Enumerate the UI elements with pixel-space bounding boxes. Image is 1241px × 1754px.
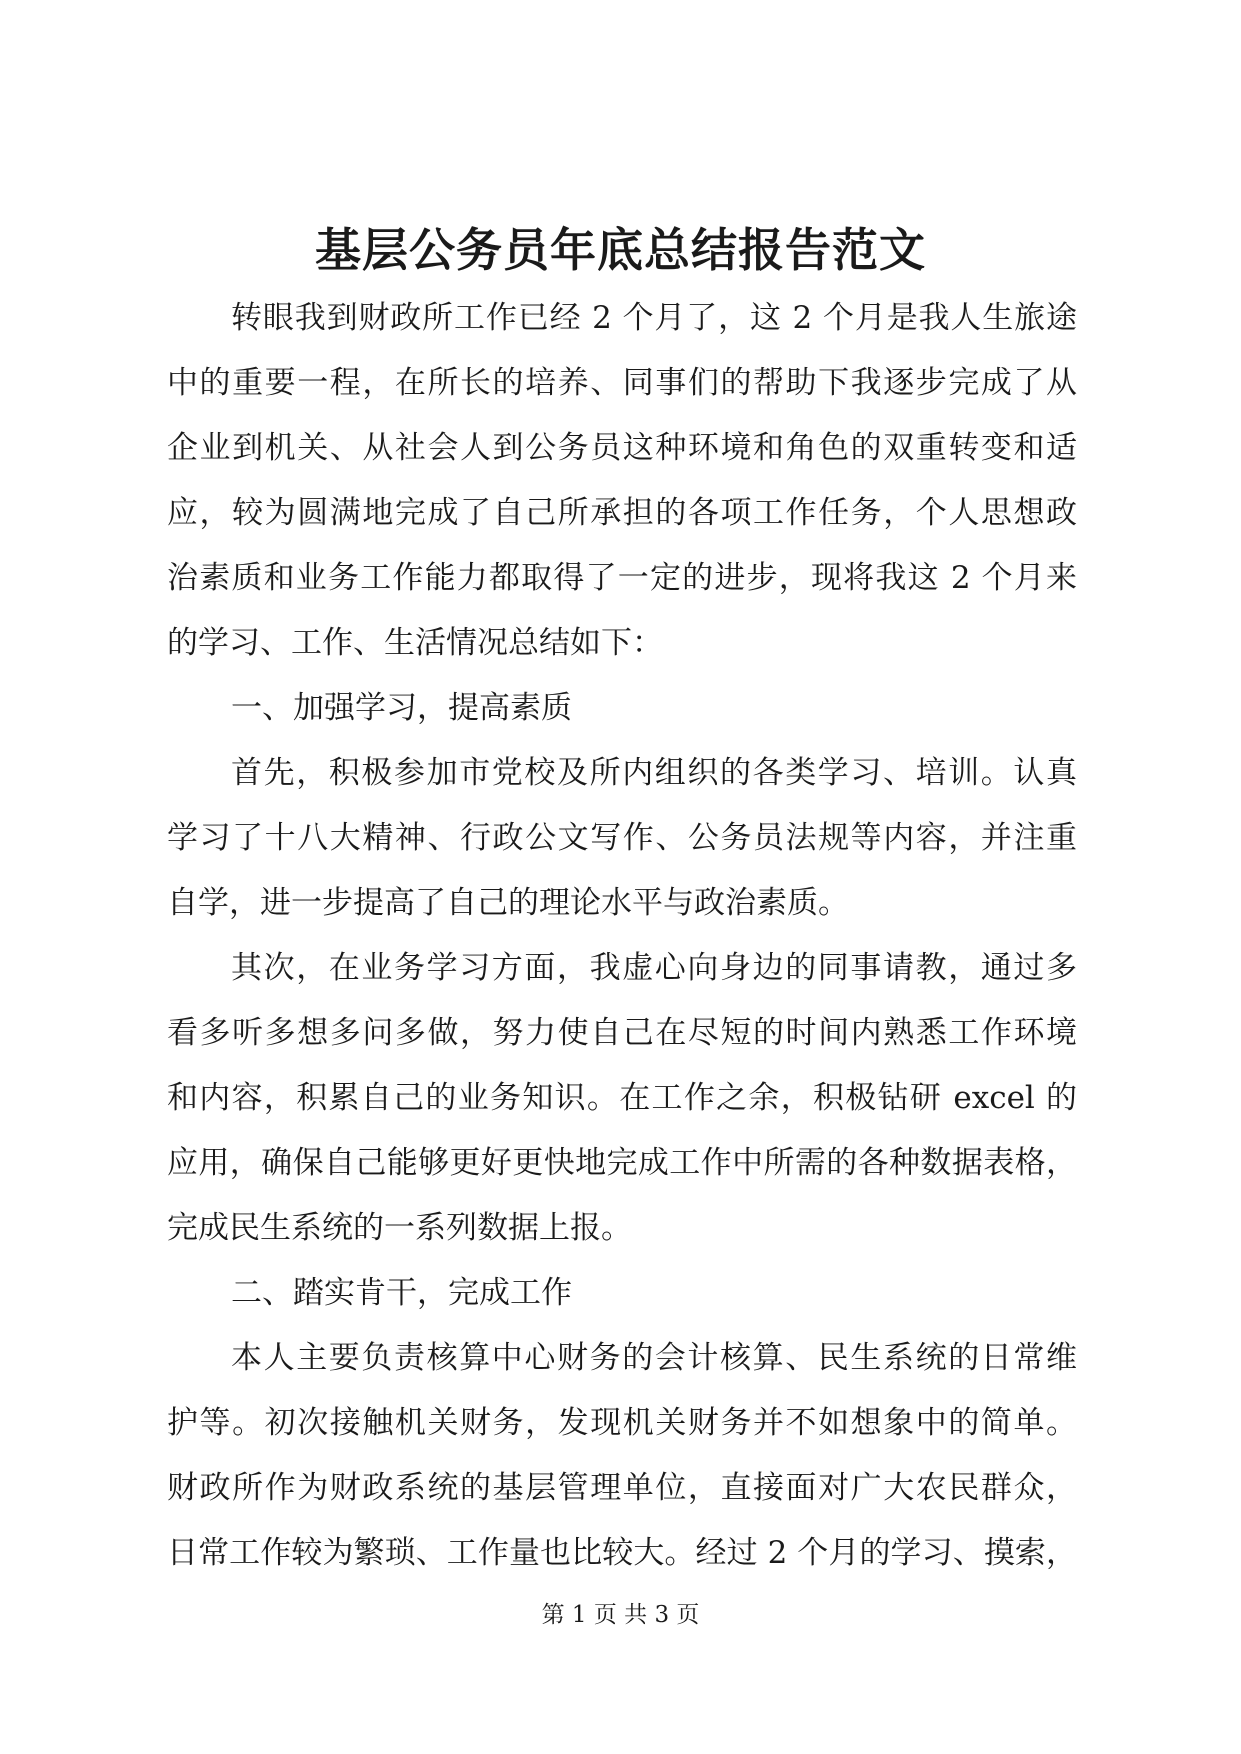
paragraph-line: 应用，确保自己能够更好更快地完成工作中所需的各种数据表格， — [167, 1145, 1077, 1181]
paragraph-line: 完成民生系统的一系列数据上报。 — [167, 1210, 632, 1246]
page-number-footer: 第 1 页 共 3 页 — [541, 1602, 700, 1628]
paragraph-line: 学习了十八大精神、行政公文写作、公务员法规等内容，并注重 — [167, 820, 1077, 856]
paragraph-line: 和内容，积累自己的业务知识。在工作之余，积极钻研 excel 的 — [167, 1080, 1077, 1116]
paragraph-line: 首先，积极参加市党校及所内组织的各类学习、培训。认真 — [231, 755, 1077, 791]
paragraph-line: 日常工作较为繁琐、工作量也比较大。经过 2 个月的学习、摸索， — [167, 1535, 1077, 1571]
document-body — [167, 286, 1077, 1586]
paragraph-line: 本人主要负责核算中心财务的会计核算、民生系统的日常维 — [231, 1340, 1077, 1376]
document-title: 基层公务员年底总结报告范文 — [315, 223, 926, 277]
paragraph-line: 自学，进一步提高了自己的理论水平与政治素质。 — [167, 885, 849, 921]
section-heading: 一、加强学习，提高素质 — [231, 690, 572, 726]
paragraph-line: 护等。初次接触机关财务，发现机关财务并不如想象中的简单。 — [167, 1405, 1077, 1441]
paragraph-line: 治素质和业务工作能力都取得了一定的进步，现将我这 2 个月来 — [167, 560, 1077, 596]
paragraph-line: 看多听多想多问多做，努力使自己在尽短的时间内熟悉工作环境 — [167, 1015, 1077, 1051]
paragraph-line: 其次，在业务学习方面，我虚心向身边的同事请教，通过多 — [231, 950, 1077, 986]
paragraph-line: 财政所作为财政系统的基层管理单位，直接面对广大农民群众， — [167, 1470, 1077, 1506]
section-heading: 二、踏实肯干，完成工作 — [231, 1275, 572, 1311]
paragraph-line: 中的重要一程，在所长的培养、同事们的帮助下我逐步完成了从 — [167, 365, 1077, 401]
paragraph-line: 企业到机关、从社会人到公务员这种环境和角色的双重转变和适 — [167, 430, 1077, 466]
paragraph-line: 的学习、工作、生活情况总结如下： — [167, 625, 663, 661]
paragraph-line: 转眼我到财政所工作已经 2 个月了，这 2 个月是我人生旅途 — [231, 300, 1077, 336]
paragraph-line: 应，较为圆满地完成了自己所承担的各项工作任务，个人思想政 — [167, 495, 1077, 531]
